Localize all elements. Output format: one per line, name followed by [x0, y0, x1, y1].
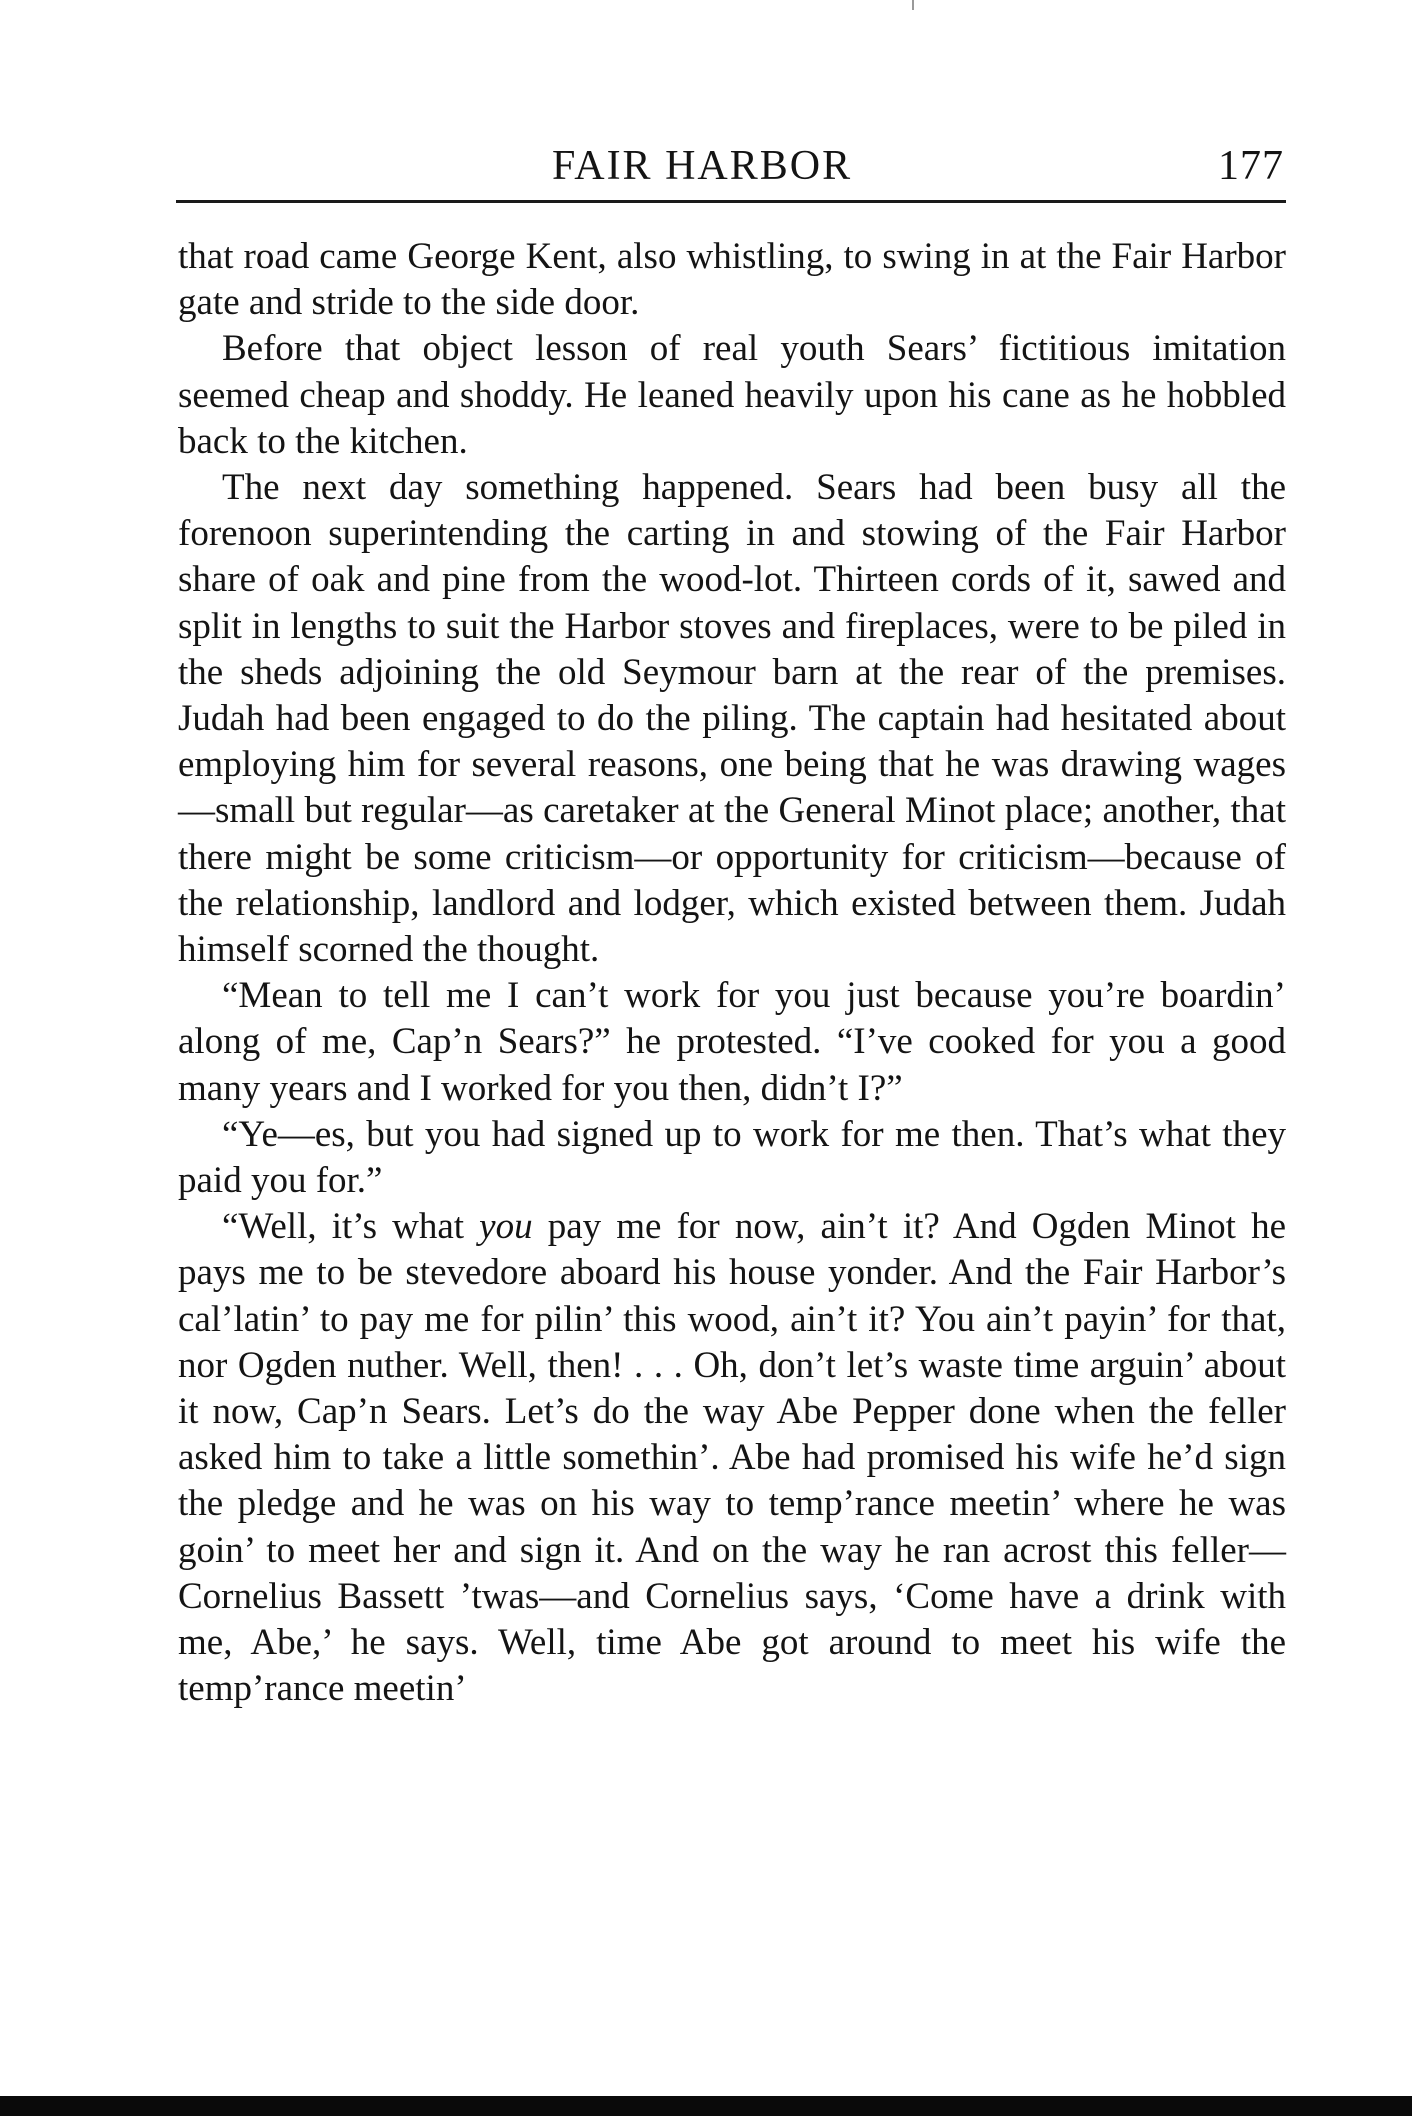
running-title: FAIR HARBOR: [552, 143, 853, 189]
scan-bottom-edge: [0, 2096, 1412, 2116]
body-text: [178, 234, 1286, 1713]
paragraph: “Well, it’s what you pay me for now, ain’t it? And Ogden Minot he pays me to be stevedore aboard his house yonder. And the Fair Harbor’s cal’latin’ to pay me for pilin’ this wood, ain’t it? You ain’t payin’ for that, nor Ogden nuther. Well, then! . . . Oh, don’t let’s waste time arguin’ about it now, Cap’n Sears. Let’s do the way Abe Pepper done when the feller asked him to take a little somethin’. Abe had promised his wife he’d sign the pledge and he was on his way to temp’rance meetin’ where he was goin’ to meet her and sign it. And on the way he ran acrost this feller—Cornelius Bassett ’twas—and Cornelius says, ‘Come have a drink with me, Abe,’ he says. Well, time Abe got around to meet his wife the temp’rance meetin’: [178, 1206, 1286, 1710]
header-rule: [176, 200, 1286, 203]
paragraph: The next day something happened. Sears had been busy all the forenoon superintending the carting in and stowing of the Fair Harbor share of oak and pine from the wood-lot. Thirteen cords of it, sawed and split in lengths to suit the Harbor stoves and fireplaces, were to be piled in the sheds adjoining the old Seymour barn at the rear of the premises. Judah had been engaged to do the piling. The captain had hesitated about employing him for several reasons, one being that he was drawing wages—small but regular—as caretaker at the General Minot place; another, that there might be some criticism—or opportunity for criticism—because of the relationship, landlord and lodger, which existed between them. Judah himself scorned the thought.: [178, 467, 1286, 971]
paper-speck: [912, 0, 914, 10]
paragraph: that road came George Kent, also whistling, to swing in at the Fair Harbor gate and stride to the side door.: [178, 236, 1286, 324]
italic-word: you: [479, 1206, 533, 1248]
paragraph: Before that object lesson of real youth Sears’ fictitious imitation seemed cheap and shoddy. He leaned heavily upon his cane as he hobbled back to the kitchen.: [178, 328, 1286, 462]
paragraph: “Mean to tell me I can’t work for you just because you’re boardin’ along of me, Cap’n Sears?” he protested. “I’ve cooked for you a good many years and I worked for you then, didn’t I?”: [178, 975, 1286, 1109]
page-number: 177: [1218, 143, 1284, 189]
paragraph: “Ye—es, but you had signed up to work for me then. That’s what they paid you for.”: [178, 1113, 1286, 1202]
running-head: [176, 136, 1286, 196]
